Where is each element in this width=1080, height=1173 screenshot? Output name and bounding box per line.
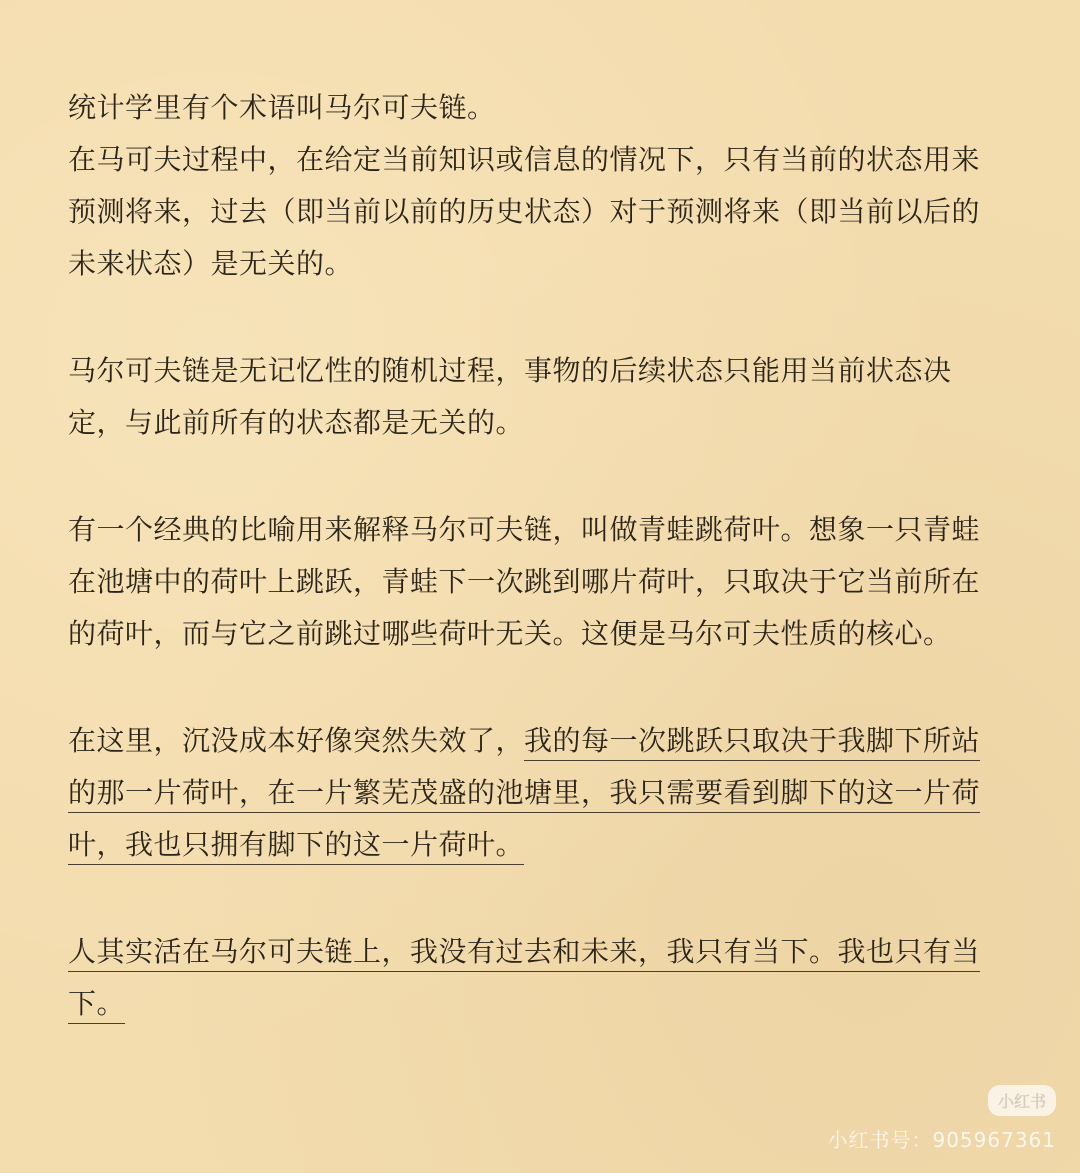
paragraph-2: 马尔可夫链是无记忆性的随机过程，事物的后续状态只能用当前状态决定，与此前所有的状态都是无关的。 (68, 354, 952, 439)
paragraph-5 (68, 926, 1008, 1030)
paragraph-1 (68, 82, 1008, 290)
paragraph-1-line-1: 统计学里有个术语叫马尔可夫链。 (68, 91, 496, 124)
paragraph-4-plain: 在这里，沉没成本好像突然失效了， (68, 724, 525, 757)
paragraph-3: 有一个经典的比喻用来解释马尔可夫链，叫做青蛙跳荷叶。想象一只青蛙在池塘中的荷叶上跳跃，青蛙下一次跳到哪片荷叶，只取决于它当前所在的荷叶，而与它之前跳过哪些荷叶无关。这便是马尔可夫性质的核心。 (68, 513, 981, 650)
watermark-id: 小红书号：905967361 (827, 1128, 1056, 1152)
paragraph-4 (68, 715, 1008, 871)
paragraph-1-line-2: 在马可夫过程中，在给定当前知识或信息的情况下，只有当前的状态用来预测将来，过去（即当前以前的历史状态）对于预测将来（即当前以后的未来状态）是无关的。 (68, 143, 981, 280)
watermark-logo: 小红书 (988, 1085, 1056, 1116)
paragraph-5-underlined: 人其实活在马尔可夫链上，我没有过去和未来，我只有当下。我也只有当下。 (68, 935, 980, 1024)
watermark (827, 1085, 1056, 1153)
paragraph-4-underlined: 我的每一次跳跃只取决于我脚下所站的那一片荷叶，在一片繁芜茂盛的池塘里，我只需要看到脚下的这一片荷叶，我也只拥有脚下的这一片荷叶。 (68, 724, 980, 865)
